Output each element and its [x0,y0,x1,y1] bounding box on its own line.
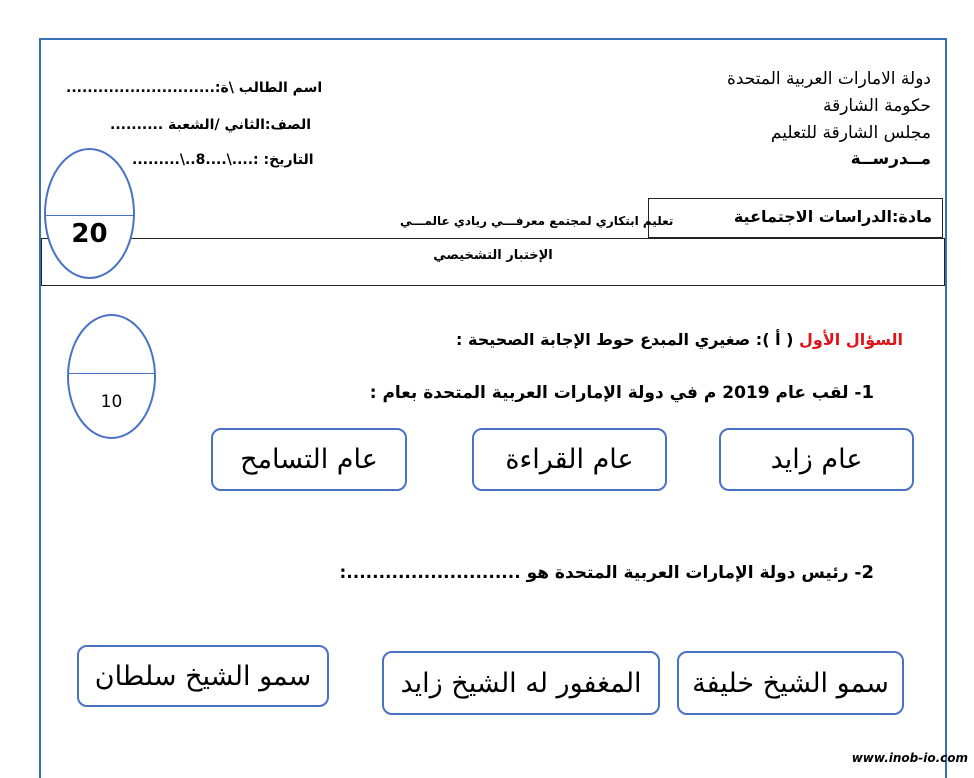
total-score-value: 20 [71,219,108,249]
question-2-text: - رئيس دولة الإمارات العربية المتحدة هو ...........................: [339,563,862,583]
question-section-marker: ( أ ): [755,330,794,349]
student-class-line[interactable]: الصف:الثاني /الشعبة .......... [110,117,312,133]
question-section-label: السؤال الأول [799,330,903,349]
question-2 [339,562,874,583]
q1-option-tolerance[interactable]: عام التسامح [211,428,407,491]
question-1-number: 1 [861,382,874,403]
q2-option-sultan[interactable]: سمو الشيخ سلطان [77,645,329,707]
header-country: دولة الامارات العربية المتحدة [726,69,931,89]
q1-option-reading[interactable]: عام القراءة [472,428,667,491]
exam-title: الإختبار التشخيصي [433,248,553,263]
total-score-divider [46,215,133,216]
student-date-line[interactable]: التاريخ: :....\....8..\......... [132,152,314,168]
exam-title-box [41,238,945,286]
subject-label: مادة:الدراسات الاجتماعية [733,207,932,226]
header-council: مجلس الشارقة للتعليم [770,123,931,143]
q2-option-khalifa[interactable]: سمو الشيخ خليفة [677,651,904,715]
subject-box [648,198,943,238]
question-1 [370,382,874,403]
footer-url[interactable]: www.inob-io.com [851,751,968,765]
section-score-oval [67,314,156,439]
section-score-value: 10 [100,392,123,412]
student-name-line[interactable]: اسم الطالب \ة:............................ [66,80,323,96]
q1-option-zayed[interactable]: عام زايد [719,428,914,491]
question-2-number: 2 [861,562,874,583]
question-section-instruction: صغيري المبدع حوط الإجابة الصحيحة : [456,330,751,349]
question-section-title [456,330,903,349]
section-score-divider [69,373,154,374]
header-government: حكومة الشارقة [822,96,931,116]
q2-option-zayed[interactable]: المغفور له الشيخ زايد [382,651,660,715]
header-school: مــدرســة [850,149,931,169]
question-1-text: - لقب عام 2019 م في دولة الإمارات العربية المتحدة بعام : [369,383,862,403]
total-score-oval [44,148,135,279]
motto-text: تعليم ابتكاري لمجتمع معرفـــي ريادي عالمـــي [400,214,674,228]
